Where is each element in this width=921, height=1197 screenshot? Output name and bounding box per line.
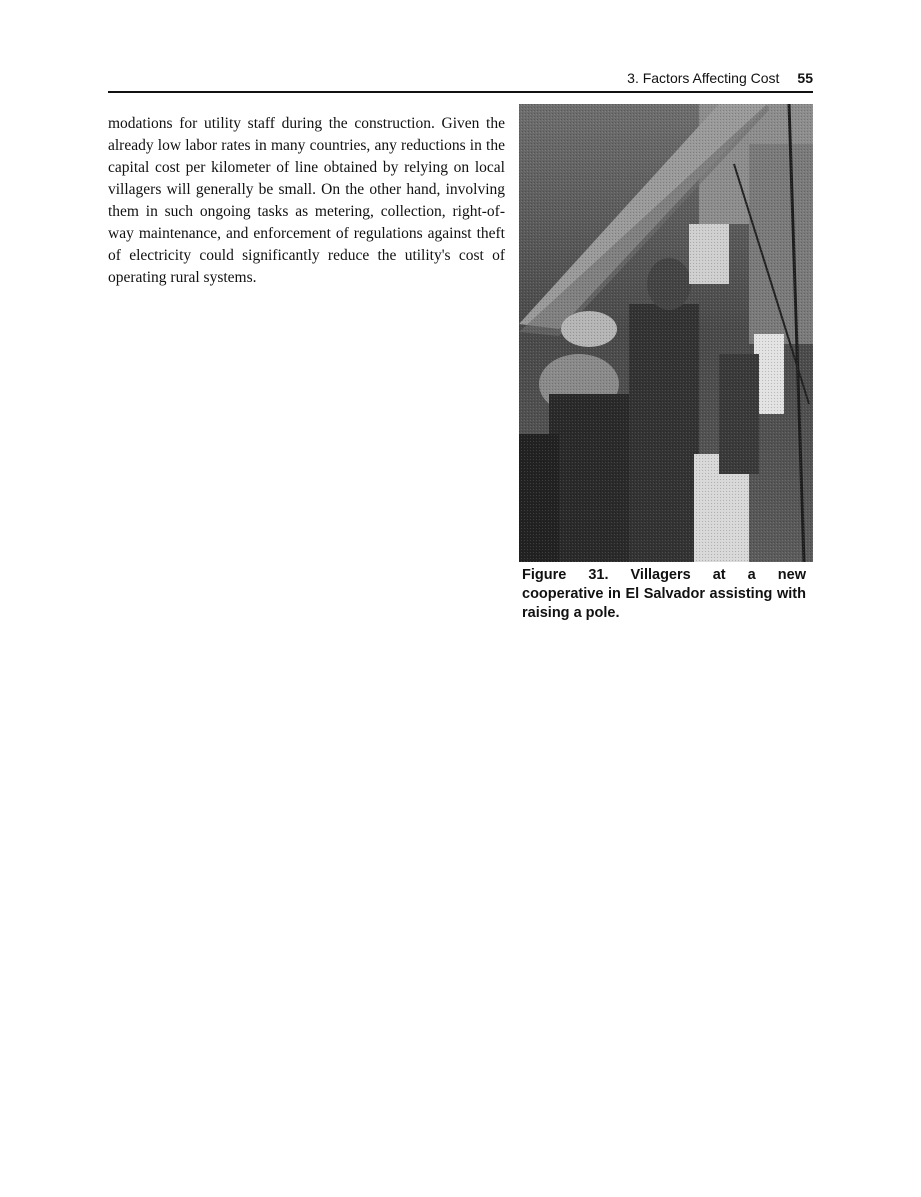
body-paragraph: modations for utility staff during the construction. Given the already low labor rates in many countries, any reductions in the capital cost per kilometer of line obtained by relying on local villagers will generally be small. On the other hand, involving them in such ongoing tasks as metering, collection, right-of-way maintenance, and enforcement of regulations against theft of electricity could significantly reduce the utility's cost of operating rural systems. bbox=[108, 115, 505, 286]
header-rule bbox=[108, 91, 813, 93]
figure-caption bbox=[522, 566, 806, 623]
section-title: 3. Factors Affecting Cost bbox=[627, 70, 780, 86]
figure-label: Figure 31. bbox=[522, 567, 609, 583]
page-number: 55 bbox=[797, 70, 813, 86]
photo-illustration bbox=[519, 104, 813, 562]
figure-photo bbox=[519, 104, 813, 562]
running-header bbox=[108, 70, 813, 90]
figure-caption-text: Villagers at a new cooperative in El Salvador assisting with raising a pole. bbox=[522, 567, 806, 621]
